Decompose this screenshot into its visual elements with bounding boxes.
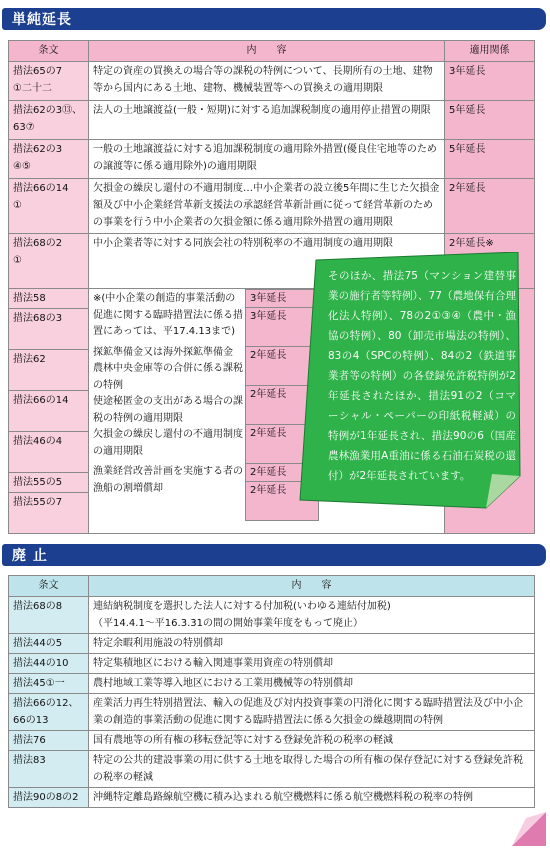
- page-corner-icon: [512, 812, 546, 846]
- content-cell: 特定余暇利用施設の特別償却: [89, 634, 535, 654]
- table-row: [9, 788, 535, 808]
- content-cell: 国有農地等の所有権の移転登記等に対する登録免許税の税率の軽減: [89, 731, 535, 751]
- content-cell: 産業活力再生特別措置法、輸入の促進及び対内投資事業の円滑化に関する臨時措置法及び中小企業の創造的事業活動の促進に関する臨時措置法に係る欠損金の繰越期間の特例: [89, 694, 535, 731]
- table-row: [9, 634, 535, 654]
- section-header-extension: [2, 8, 546, 30]
- article-cell: 措法58: [9, 289, 89, 309]
- note-callout: [296, 252, 522, 510]
- lower-content-line: 欠損金の繰戻し還付の不適用制度の適用期限: [93, 429, 243, 457]
- article-cell: 措法62の3 ④⑤: [9, 140, 89, 179]
- article-cell: 措法90の8の2: [9, 788, 89, 808]
- header-article: 条文: [9, 41, 89, 62]
- table-row: [9, 597, 535, 634]
- header-content: 内 容: [89, 41, 445, 62]
- article-cell: 措法66の12、 66の13: [9, 694, 89, 731]
- table-row: [9, 62, 535, 101]
- article-cell: 措法68の3: [9, 309, 89, 350]
- article-cell: 措法62の3⑬、 63⑦: [9, 101, 89, 140]
- header-period: 適用関係: [445, 41, 535, 62]
- period-cell: 2年延長: [246, 425, 319, 464]
- period-cell: 3年延長: [246, 290, 319, 308]
- period-cell: 3年延長: [445, 62, 535, 101]
- period-cell: 2年延長※: [445, 234, 535, 289]
- table-header-row: [9, 576, 535, 597]
- content-cell: 一般の土地譲渡益に対する追加課税制度の適用除外措置(優良住宅地等のための譲渡等に係る適用除外)の適用期限: [89, 140, 445, 179]
- article-cell: 措法46の4: [9, 432, 89, 473]
- table-row: [9, 731, 535, 751]
- content-cell: 欠損金の繰戻し還付の不適用制度…中小企業者の設立後5年間に生じた欠損金額及び中小企業経営革新支援法の承認経営革新計画に従って経営革新のための事業を行う中小企業者の欠損金額に係る適用除外措置の適用期限: [89, 179, 445, 234]
- lower-content-line: 使途秘匿金の支出がある場合の課税の特例の適用期限: [93, 396, 243, 424]
- period-cell: 2年延長: [246, 464, 319, 482]
- table-row: [9, 101, 535, 140]
- header-content: 内 容: [89, 576, 535, 597]
- article-cell: 措法62: [9, 350, 89, 391]
- period-cell: 5年延長: [445, 101, 535, 140]
- lower-content-line: 漁業経営改善計画を実施する者の漁船の割増償却: [93, 466, 243, 494]
- table-row: [9, 694, 535, 731]
- note-text: そのほか、措法75（マンション建替事業の施行者等特例）、77（農地保有合理化法人特例）、78の2①③④（農中・漁協の特例）、80（卸売市場法の特例）、83の4（SPCの特例）、84の2（鉄道事業者等の特例）の各登録免許税特例が2年延長されたほか、措法91の2（コマーシャル・ペーパーの印紙税軽減）の特例が1年延長され、措法90の6（国産農林漁業用A重油に係る石油石炭税の還付）が2年延長されています。: [328, 270, 516, 482]
- content-cell: 特定集積地区における輸入関連事業用資産の特別償却: [89, 654, 535, 674]
- article-cell: 措法66の14: [9, 391, 89, 432]
- lower-content-line: 探鉱準備金又は海外探鉱準備金: [93, 346, 233, 358]
- lower-content-line: ※(中小企業の創造的事業活動の促進に関する臨時措置法に係る措置にあっては、平17.4.13まで): [93, 293, 243, 337]
- period-cell: 5年延長: [445, 140, 535, 179]
- content-cell: 特定の公共的建設事業の用に供する土地を取得した場合の所有権の保存登記に対する登録免許税の税率の軽減: [89, 751, 535, 788]
- table-row: [9, 179, 535, 234]
- article-cell: 措法44の10: [9, 654, 89, 674]
- section-header-abolition: [2, 544, 546, 566]
- article-cell: 措法66の14 ①: [9, 179, 89, 234]
- abolition-table: [8, 575, 535, 808]
- article-cell: 措法44の5: [9, 634, 89, 654]
- section-title: 廃 止: [12, 548, 48, 564]
- article-cell: 措法76: [9, 731, 89, 751]
- period-cell: 2年延長: [246, 386, 319, 425]
- article-cell: 措法65の7 ①二十二: [9, 62, 89, 101]
- table-row: [9, 140, 535, 179]
- table-row: [9, 751, 535, 788]
- period-cell: 2年延長: [246, 347, 319, 386]
- article-cell: 措法55の7: [9, 493, 89, 534]
- content-cell: 沖縄特定離島路線航空機に積み込まれる航空機燃料に係る航空機燃料税の税率の特例: [89, 788, 535, 808]
- article-cell: 措法68の8: [9, 597, 89, 634]
- table-row: [9, 674, 535, 694]
- article-cell: 措法45①一: [9, 674, 89, 694]
- period-cell: 3年延長: [246, 308, 319, 347]
- content-cell: 連結納税制度を選択した法人に対する付加税(いわゆる連結付加税) （平14.4.1〜平16.3.31の間の開始事業年度をもって廃止）: [89, 597, 535, 634]
- period-cell: 2年延長: [246, 482, 319, 521]
- section-title: 単純延長: [12, 12, 72, 28]
- content-cell: 法人の土地譲渡益(一般・短期)に対する追加課税制度の適用停止措置の期限: [89, 101, 445, 140]
- table-row: [9, 654, 535, 674]
- period-cell: 2年延長: [445, 179, 535, 234]
- table-header-row: [9, 41, 535, 62]
- header-article: 条文: [9, 576, 89, 597]
- article-cell: 措法83: [9, 751, 89, 788]
- article-cell: 措法55の5: [9, 473, 89, 493]
- article-cell: 措法68の2 ①: [9, 234, 89, 289]
- lower-content-line: 農林中央金庫等の合併に係る課税の特例: [93, 363, 243, 391]
- content-cell: 農村地域工業等導入地区における工業用機械等の特別償却: [89, 674, 535, 694]
- content-cell: 特定の資産の買換えの場合等の課税の特例について、長期所有の土地、建物等から国内にある土地、建物、機械装置等への買換えの適用期限: [89, 62, 445, 101]
- content-cell: 中小企業者等に対する同族会社の特別税率の不適用制度の適用期限: [89, 234, 445, 289]
